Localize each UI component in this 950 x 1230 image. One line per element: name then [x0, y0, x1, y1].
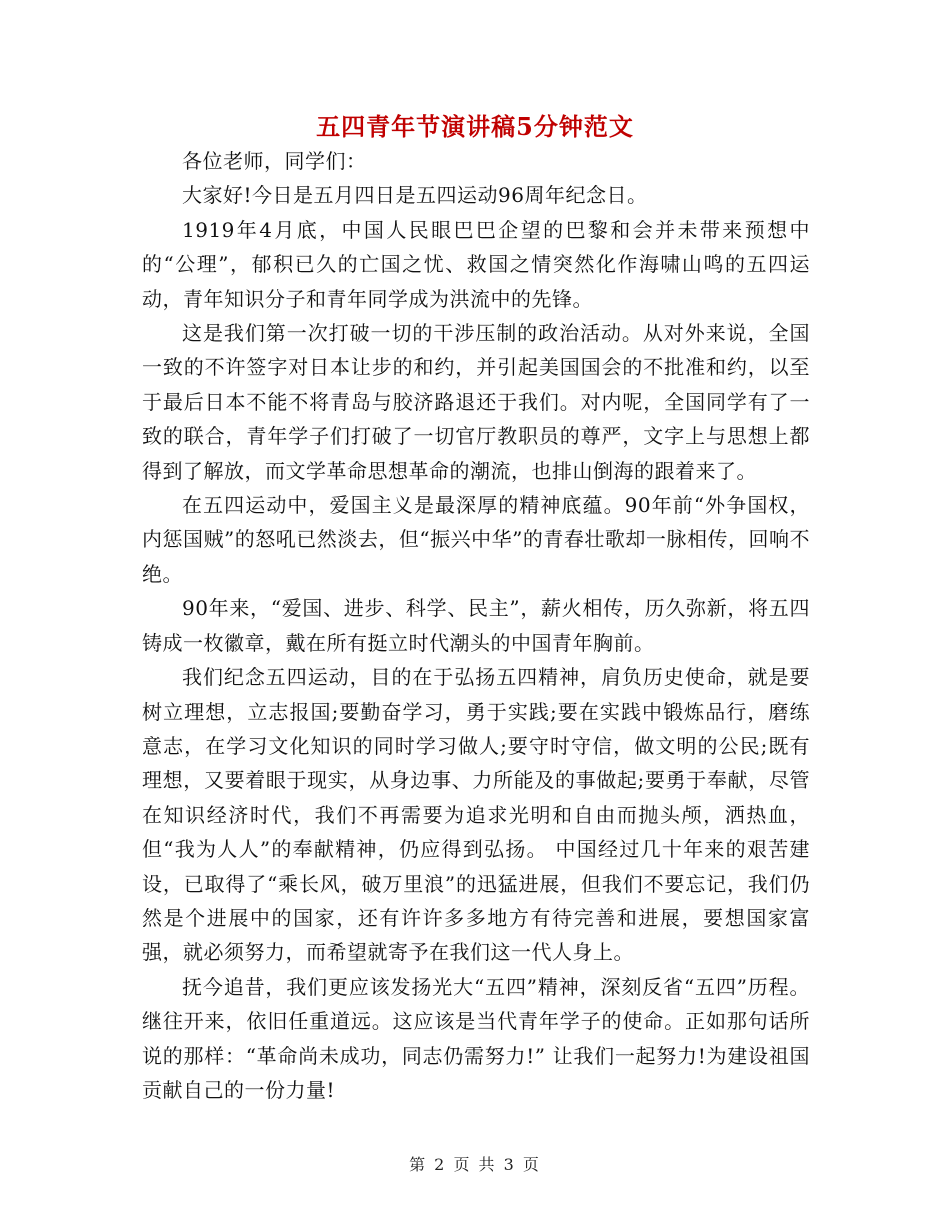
- page-number-footer: 第 2 页 共 3 页: [409, 1155, 541, 1174]
- paragraph-mission: 我们纪念五四运动，目的在于弘扬五四精神，肩负历史使命，就是要树立理想，立志报国;要勤奋学习，勇于实践;要在实践中锻炼品行，磨练意志，在学习文化知识的同时学习做人;要守时守信，做文明的公民;既有理想，又要着眼于现实，从身边事、力所能及的事做起;要勇于奉献，尽管在知识经济时代，我们不再需要为追求光明和自由而抛头颅，洒热血，但“我为人人”的奉献精神，仍应得到弘扬。 中国经过几十年来的艰苦建设，已取得了“乘长风，破万里浪”的迅猛进展，但我们不要忘记，我们仍然是个进展中的国家，还有许许多多地方有待完善和进展，要想国家富强，就必须努力，而希望就寄予在我们这一代人身上。: [142, 665, 810, 965]
- document-body: [142, 144, 810, 1107]
- paragraph-patriotism: 在五四运动中，爱国主义是最深厚的精神底蕴。90年前“外争国权，内惩国贼”的怒吼已然淡去，但“振兴中华”的青春壮歌却一脉相传，回响不绝。: [142, 493, 810, 586]
- paragraph-significance: 这是我们第一次打破一切的干涉压制的政治活动。从对外来说，全国一致的不许签字对日本让步的和约，并引起美国国会的不批准和约，以至于最后日本不能不将青岛与胶济路退还于我们。对内呢，全国同学有了一致的联合，青年学子们打破了一切官厅教职员的尊严，文字上与思想上都得到了解放，而文学革命思想革命的潮流，也排山倒海的跟着来了。: [142, 321, 810, 483]
- document-title: 五四青年节演讲稿5分钟范文: [316, 112, 634, 141]
- paragraph-opening: 大家好!今日是五月四日是五四运动96周年纪念日。: [182, 183, 648, 208]
- paragraph-closing: 抚今追昔，我们更应该发扬光大“五四”精神，深刻反省“五四”历程。继往开来，依旧任重道远。这应该是当代青年学子的使命。正如那句话所说的那样：“革命尚未成功，同志仍需努力!” 让我们一起努力!为建设祖国贡献自己的一份力量!: [142, 974, 810, 1102]
- paragraph-history: 1919年4月底，中国人民眼巴巴企望的巴黎和会并未带来预想中的“公理”，郁积已久的亡国之忧、救国之情突然化作海啸山鸣的五四运动，青年知识分子和青年同学成为洪流中的先锋。: [142, 217, 810, 311]
- paragraph-legacy: 90年来，“爱国、进步、科学、民主”，薪火相传，历久弥新，将五四铸成一枚徽章，戴在所有挺立时代潮头的中国青年胸前。: [142, 596, 810, 655]
- paragraph-greeting: 各位老师，同学们：: [182, 149, 367, 173]
